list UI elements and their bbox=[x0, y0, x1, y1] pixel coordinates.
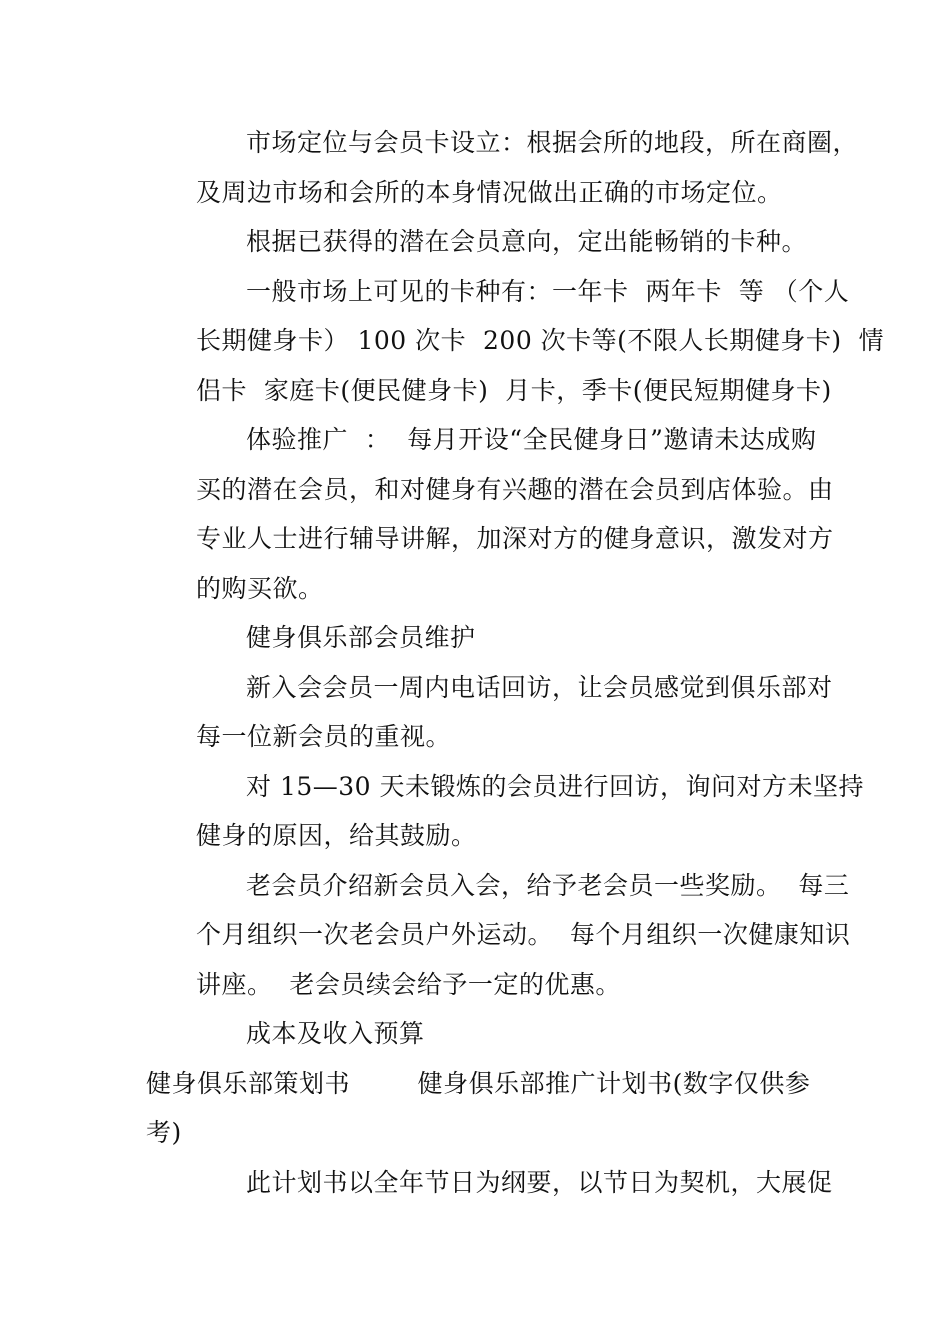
text-line: 买的潜在会员，和对健身有兴趣的潜在会员到店体验。由 bbox=[196, 474, 834, 504]
text-line: 老会员介绍新会员入会，给予老会员一些奖励。 每三 bbox=[246, 870, 850, 900]
paragraph-card-types bbox=[146, 267, 885, 416]
text-line: 体验推广 ： 每月开设“全民健身日”邀请未达成购 bbox=[246, 425, 817, 454]
text-line: 及周边市场和会所的本身情况做出正确的市场定位。 bbox=[196, 177, 783, 207]
paragraph-referral-rewards bbox=[146, 861, 851, 1010]
text-line: 考) bbox=[146, 1118, 182, 1147]
paragraph-plan-intro bbox=[146, 1158, 833, 1208]
text-line: 专业人士进行辅导讲解，加深对方的健身意识，激发对方 bbox=[196, 524, 834, 553]
text-line: 的购买欲。 bbox=[196, 573, 324, 603]
section-heading-budget bbox=[146, 1009, 806, 1059]
text-line: 此计划书以全年节日为纲要，以节日为契机，大展促 bbox=[246, 1167, 833, 1197]
text-line: 长期健身卡） 100 次卡 200 次卡等(不限人长期健身卡) 情 bbox=[196, 326, 885, 355]
text-line: 讲座。 老会员续会给予一定的优惠。 bbox=[196, 969, 621, 999]
text-line: 个月组织一次老会员户外运动。 每个月组织一次健康知识 bbox=[196, 920, 851, 949]
paragraph-plan-titles bbox=[146, 1059, 811, 1158]
paragraph-positioning bbox=[146, 118, 859, 217]
text-line: 对 15—30 天未锻炼的会员进行回访，询问对方未坚持 bbox=[246, 771, 865, 801]
text-line: 每一位新会员的重视。 bbox=[196, 722, 452, 751]
text-line: 一般市场上可见的卡种有：一年卡 两年卡 等 （个人 bbox=[246, 276, 850, 306]
paragraph-trial-promotion bbox=[146, 415, 834, 613]
section-heading-member-maintenance bbox=[146, 613, 806, 663]
text-line: 侣卡 家庭卡(便民健身卡) 月卡，季卡(便民短期健身卡) bbox=[196, 375, 832, 405]
paragraph-new-member-callback bbox=[146, 663, 833, 762]
text-line: 成本及收入预算 bbox=[246, 1019, 425, 1048]
document-body bbox=[146, 118, 885, 1207]
text-line: 新入会会员一周内电话回访，让会员感觉到俱乐部对 bbox=[246, 672, 833, 702]
text-line: 健身的原因，给其鼓励。 bbox=[196, 821, 477, 850]
text-line: 健身俱乐部策划书 健身俱乐部推广计划书(数字仅供参 bbox=[146, 1068, 811, 1098]
text-line: 根据已获得的潜在会员意向，定出能畅销的卡种。 bbox=[246, 227, 808, 256]
text-line: 健身俱乐部会员维护 bbox=[246, 623, 476, 652]
paragraph-card-types-intro bbox=[146, 217, 806, 267]
text-line: 市场定位与会员卡设立：根据会所的地段，所在商圈， bbox=[246, 128, 859, 157]
paragraph-inactive-member-callback bbox=[146, 762, 865, 861]
